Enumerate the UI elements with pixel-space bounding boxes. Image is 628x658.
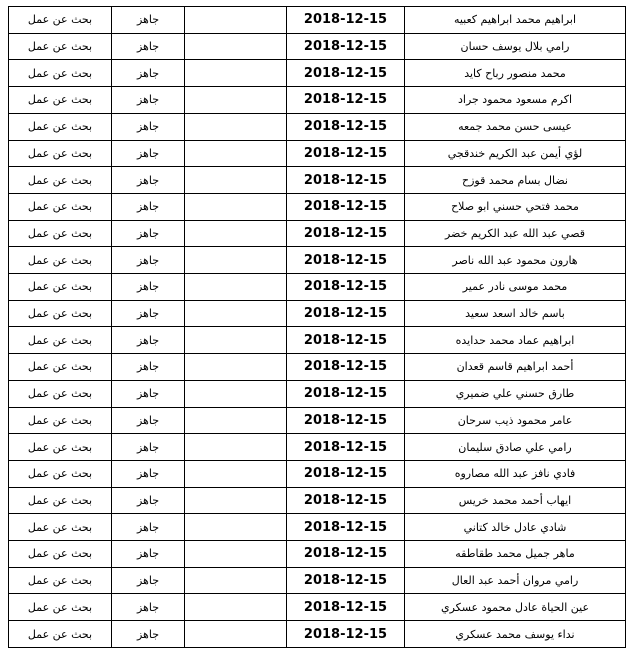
blank-cell	[185, 327, 287, 354]
table-body	[9, 7, 626, 648]
date-cell: 2018-12-15	[287, 87, 405, 114]
status-cell: بحث عن عمل	[9, 300, 112, 327]
mark-cell: جاهز	[112, 193, 185, 220]
name-cell: قصي عبد الله عبد الكريم خضر	[405, 220, 626, 247]
mark-cell: جاهز	[112, 87, 185, 114]
blank-cell	[185, 487, 287, 514]
status-cell: بحث عن عمل	[9, 514, 112, 541]
blank-cell	[185, 60, 287, 87]
date-cell: 2018-12-15	[287, 434, 405, 461]
table-row	[9, 327, 626, 354]
data-table	[8, 6, 626, 648]
table-row	[9, 434, 626, 461]
blank-cell	[185, 460, 287, 487]
date-cell: 2018-12-15	[287, 514, 405, 541]
mark-cell: جاهز	[112, 541, 185, 568]
table-row	[9, 87, 626, 114]
date-cell: 2018-12-15	[287, 60, 405, 87]
date-cell: 2018-12-15	[287, 220, 405, 247]
date-cell: 2018-12-15	[287, 460, 405, 487]
mark-cell: جاهز	[112, 33, 185, 60]
mark-cell: جاهز	[112, 7, 185, 34]
table-row	[9, 514, 626, 541]
name-cell: ابراهيم عماد محمد حدايده	[405, 327, 626, 354]
date-cell: 2018-12-15	[287, 113, 405, 140]
mark-cell: جاهز	[112, 220, 185, 247]
name-cell: فادي نافز عبد الله مصاروه	[405, 460, 626, 487]
name-cell: ماهر جميل محمد طقاطقه	[405, 541, 626, 568]
status-cell: بحث عن عمل	[9, 621, 112, 648]
status-cell: بحث عن عمل	[9, 274, 112, 301]
blank-cell	[185, 113, 287, 140]
blank-cell	[185, 193, 287, 220]
table-row	[9, 247, 626, 274]
status-cell: بحث عن عمل	[9, 407, 112, 434]
name-cell: محمد منصور رباح كايد	[405, 60, 626, 87]
status-cell: بحث عن عمل	[9, 220, 112, 247]
mark-cell: جاهز	[112, 621, 185, 648]
mark-cell: جاهز	[112, 300, 185, 327]
date-cell: 2018-12-15	[287, 167, 405, 194]
name-cell: رامي بلال يوسف حسان	[405, 33, 626, 60]
mark-cell: جاهز	[112, 460, 185, 487]
name-cell: عامر محمود ذيب سرحان	[405, 407, 626, 434]
blank-cell	[185, 167, 287, 194]
status-cell: بحث عن عمل	[9, 60, 112, 87]
date-cell: 2018-12-15	[287, 487, 405, 514]
name-cell: محمد فتحي حسني ابو صلاح	[405, 193, 626, 220]
date-cell: 2018-12-15	[287, 7, 405, 34]
mark-cell: جاهز	[112, 113, 185, 140]
status-cell: بحث عن عمل	[9, 247, 112, 274]
mark-cell: جاهز	[112, 60, 185, 87]
table-row	[9, 460, 626, 487]
status-cell: بحث عن عمل	[9, 193, 112, 220]
blank-cell	[185, 87, 287, 114]
table-row	[9, 567, 626, 594]
mark-cell: جاهز	[112, 514, 185, 541]
mark-cell: جاهز	[112, 380, 185, 407]
blank-cell	[185, 220, 287, 247]
status-cell: بحث عن عمل	[9, 7, 112, 34]
table-row	[9, 541, 626, 568]
table-row	[9, 300, 626, 327]
name-cell: ابراهيم محمد ابراهيم كعبيه	[405, 7, 626, 34]
mark-cell: جاهز	[112, 274, 185, 301]
name-cell: عيسى حسن محمد جمعه	[405, 113, 626, 140]
date-cell: 2018-12-15	[287, 621, 405, 648]
name-cell: رامي علي صادق سليمان	[405, 434, 626, 461]
name-cell: نداء يوسف محمد عسكري	[405, 621, 626, 648]
blank-cell	[185, 247, 287, 274]
status-cell: بحث عن عمل	[9, 140, 112, 167]
status-cell: بحث عن عمل	[9, 434, 112, 461]
status-cell: بحث عن عمل	[9, 87, 112, 114]
table-row	[9, 167, 626, 194]
date-cell: 2018-12-15	[287, 407, 405, 434]
mark-cell: جاهز	[112, 407, 185, 434]
date-cell: 2018-12-15	[287, 380, 405, 407]
mark-cell: جاهز	[112, 247, 185, 274]
blank-cell	[185, 541, 287, 568]
name-cell: هارون محمود عبد الله ناصر	[405, 247, 626, 274]
date-cell: 2018-12-15	[287, 247, 405, 274]
mark-cell: جاهز	[112, 354, 185, 381]
blank-cell	[185, 594, 287, 621]
blank-cell	[185, 7, 287, 34]
date-cell: 2018-12-15	[287, 567, 405, 594]
mark-cell: جاهز	[112, 167, 185, 194]
table-row	[9, 380, 626, 407]
date-cell: 2018-12-15	[287, 594, 405, 621]
table-row	[9, 140, 626, 167]
table-row	[9, 594, 626, 621]
name-cell: طارق حسني علي ضميري	[405, 380, 626, 407]
blank-cell	[185, 434, 287, 461]
blank-cell	[185, 140, 287, 167]
status-cell: بحث عن عمل	[9, 354, 112, 381]
status-cell: بحث عن عمل	[9, 594, 112, 621]
status-cell: بحث عن عمل	[9, 167, 112, 194]
mark-cell: جاهز	[112, 594, 185, 621]
status-cell: بحث عن عمل	[9, 113, 112, 140]
date-cell: 2018-12-15	[287, 274, 405, 301]
blank-cell	[185, 354, 287, 381]
name-cell: رامي مروان أحمد عبد العال	[405, 567, 626, 594]
status-cell: بحث عن عمل	[9, 487, 112, 514]
blank-cell	[185, 621, 287, 648]
status-cell: بحث عن عمل	[9, 380, 112, 407]
table-row	[9, 33, 626, 60]
status-cell: بحث عن عمل	[9, 327, 112, 354]
status-cell: بحث عن عمل	[9, 460, 112, 487]
status-cell: بحث عن عمل	[9, 567, 112, 594]
blank-cell	[185, 274, 287, 301]
name-cell: شادي عادل خالد كتاني	[405, 514, 626, 541]
table-row	[9, 193, 626, 220]
table-row	[9, 60, 626, 87]
table-row	[9, 354, 626, 381]
name-cell: ايهاب أحمد محمد خريس	[405, 487, 626, 514]
status-cell: بحث عن عمل	[9, 33, 112, 60]
date-cell: 2018-12-15	[287, 300, 405, 327]
table-row	[9, 220, 626, 247]
status-cell: بحث عن عمل	[9, 541, 112, 568]
mark-cell: جاهز	[112, 327, 185, 354]
mark-cell: جاهز	[112, 487, 185, 514]
name-cell: لؤي أيمن عبد الكريم خندقجي	[405, 140, 626, 167]
table-row	[9, 621, 626, 648]
blank-cell	[185, 380, 287, 407]
name-cell: عين الحياة عادل محمود عسكري	[405, 594, 626, 621]
table-row	[9, 113, 626, 140]
date-cell: 2018-12-15	[287, 33, 405, 60]
table-row	[9, 487, 626, 514]
blank-cell	[185, 514, 287, 541]
date-cell: 2018-12-15	[287, 541, 405, 568]
date-cell: 2018-12-15	[287, 327, 405, 354]
mark-cell: جاهز	[112, 140, 185, 167]
mark-cell: جاهز	[112, 567, 185, 594]
blank-cell	[185, 33, 287, 60]
date-cell: 2018-12-15	[287, 193, 405, 220]
blank-cell	[185, 300, 287, 327]
name-cell: نضال بسام محمد قوزح	[405, 167, 626, 194]
mark-cell: جاهز	[112, 434, 185, 461]
date-cell: 2018-12-15	[287, 354, 405, 381]
name-cell: أحمد ابراهيم قاسم قعدان	[405, 354, 626, 381]
date-cell: 2018-12-15	[287, 140, 405, 167]
table-row	[9, 7, 626, 34]
blank-cell	[185, 407, 287, 434]
table-row	[9, 274, 626, 301]
name-cell: باسم خالد اسعد سعيد	[405, 300, 626, 327]
name-cell: محمد موسى نادر عمير	[405, 274, 626, 301]
blank-cell	[185, 567, 287, 594]
name-cell: اكرم مسعود محمود جراد	[405, 87, 626, 114]
table-row	[9, 407, 626, 434]
